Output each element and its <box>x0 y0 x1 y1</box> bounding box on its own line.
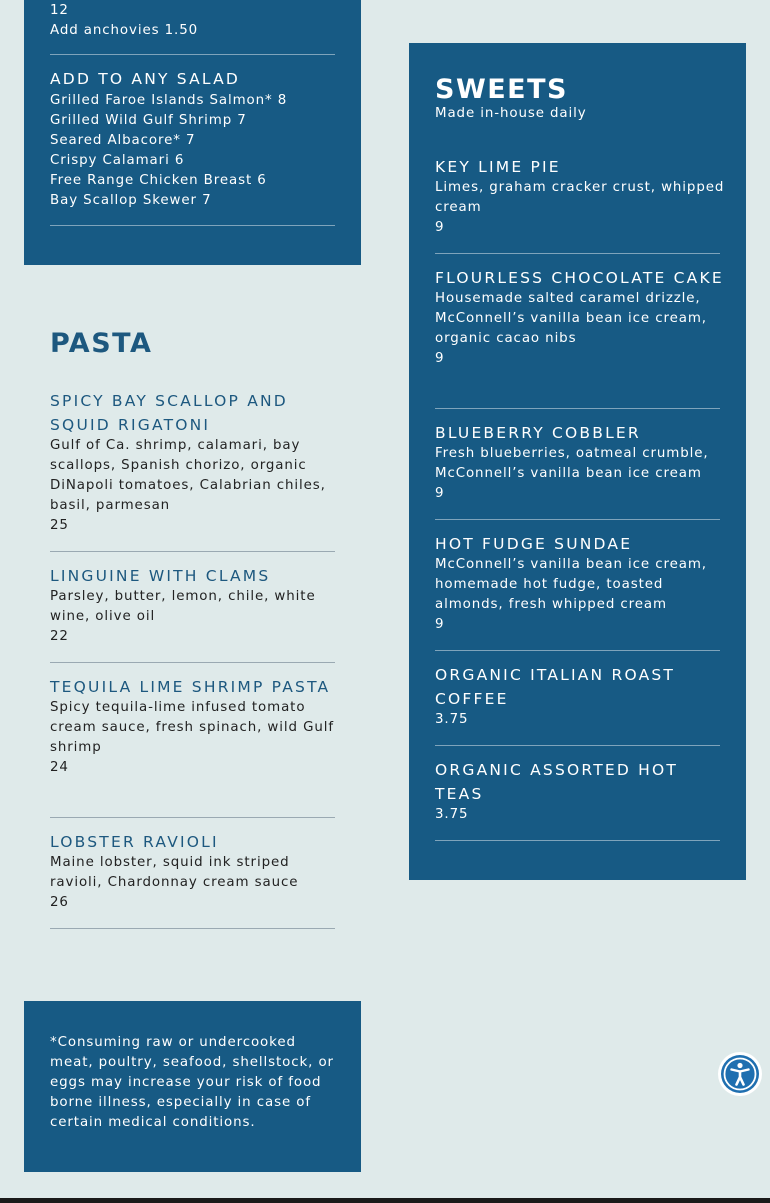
menu-item <box>50 564 335 647</box>
menu-item-price: 9 <box>435 351 445 366</box>
menu-item-price: 9 <box>435 220 445 235</box>
menu-item-description: Gulf of Ca. shrimp, calamari, bay scallops, Spanish chorizo, organic DiNapoli tomatoes, Calabrian chiles, basil, parmesan <box>50 438 326 513</box>
menu-item-price: 9 <box>435 486 445 501</box>
menu-item-price: 25 <box>50 518 69 533</box>
food-safety-disclaimer <box>24 1001 361 1172</box>
menu-item <box>50 675 335 778</box>
divider <box>50 225 335 226</box>
previous-item-tail <box>50 1 335 41</box>
menu-item-description: Spicy tequila-lime infused tomato cream sauce, fresh spinach, wild Gulf shrimp <box>50 700 334 755</box>
salad-addon-item: Free Range Chicken Breast 6 <box>50 173 267 188</box>
divider <box>50 662 335 663</box>
salad-addon-item: Grilled Wild Gulf Shrimp 7 <box>50 113 247 128</box>
menu-item <box>435 266 725 369</box>
menu-item-description: Limes, graham cracker crust, whipped cream <box>435 180 725 215</box>
menu-item-price: 9 <box>435 617 445 632</box>
menu-item-name: KEY LIME PIE <box>435 158 561 176</box>
divider <box>435 253 720 254</box>
menu-item-price: 22 <box>50 629 69 644</box>
menu-item <box>435 421 725 504</box>
sweets-subtitle: Made in-house daily <box>435 106 587 121</box>
salad-addon-item: Seared Albacore* 7 <box>50 133 196 148</box>
menu-item <box>435 758 725 825</box>
menu-item-description: Housemade salted caramel drizzle, McConnell’s vanilla bean ice cream, organic cacao nibs <box>435 291 707 346</box>
menu-item <box>435 663 725 730</box>
menu-item-name: FLOURLESS CHOCOLATE CAKE <box>435 269 724 287</box>
salad-addon-item: Bay Scallop Skewer 7 <box>50 193 212 208</box>
menu-item-name: BLUEBERRY COBBLER <box>435 424 641 442</box>
disclaimer-text: *Consuming raw or undercooked meat, poultry, seafood, shellstock, or eggs may increase your risk of food borne illness, especially in case of certain medical conditions. <box>50 1035 334 1130</box>
menu-item-name: LINGUINE WITH CLAMS <box>50 567 271 585</box>
menu-item <box>50 830 335 913</box>
bottom-bar <box>0 1198 770 1203</box>
add-anchovies-text: Add anchovies 1.50 <box>50 23 199 38</box>
divider <box>50 817 335 818</box>
divider <box>435 840 720 841</box>
divider <box>50 551 335 552</box>
menu-item-name: ORGANIC ASSORTED HOT TEAS <box>435 761 679 803</box>
divider <box>435 519 720 520</box>
menu-item-name: SPICY BAY SCALLOP AND SQUID RIGATONI <box>50 392 288 434</box>
add-to-salad-heading: ADD TO ANY SALAD <box>50 70 241 88</box>
salad-addons-panel <box>24 0 361 265</box>
accessibility-button[interactable] <box>718 1052 762 1096</box>
divider <box>435 650 720 651</box>
menu-item-price: 24 <box>50 760 69 775</box>
sweets-title: SWEETS <box>435 74 568 105</box>
divider <box>435 408 720 409</box>
menu-item <box>435 155 725 238</box>
menu-item-description: Parsley, butter, lemon, chile, white wine, olive oil <box>50 589 316 624</box>
pasta-title: PASTA <box>50 328 153 359</box>
menu-item-name: LOBSTER RAVIOLI <box>50 833 219 851</box>
salad-addon-item: Grilled Faroe Islands Salmon* 8 <box>50 93 288 108</box>
previous-item-price: 12 <box>50 3 69 18</box>
divider <box>50 928 335 929</box>
sweets-panel <box>409 43 746 880</box>
menu-item-price: 3.75 <box>435 807 469 822</box>
menu-item-name: HOT FUDGE SUNDAE <box>435 535 633 553</box>
menu-item-name: TEQUILA LIME SHRIMP PASTA <box>50 678 331 696</box>
divider <box>435 745 720 746</box>
menu-item-description: Fresh blueberries, oatmeal crumble, McConnell’s vanilla bean ice cream <box>435 446 709 481</box>
accessibility-icon <box>721 1055 759 1093</box>
divider <box>50 54 335 55</box>
menu-item-description: Maine lobster, squid ink striped ravioli, Chardonnay cream sauce <box>50 855 299 890</box>
menu-item-price: 26 <box>50 895 69 910</box>
pasta-section <box>50 324 335 910</box>
menu-item <box>50 389 335 536</box>
add-to-salad-block <box>50 67 335 211</box>
menu-item-name: ORGANIC ITALIAN ROAST COFFEE <box>435 666 676 708</box>
menu-item <box>435 532 725 635</box>
menu-item-price: 3.75 <box>435 712 469 727</box>
menu-item-description: McConnell’s vanilla bean ice cream, homemade hot fudge, toasted almonds, fresh whipped cream <box>435 557 707 612</box>
salad-addon-item: Crispy Calamari 6 <box>50 153 185 168</box>
